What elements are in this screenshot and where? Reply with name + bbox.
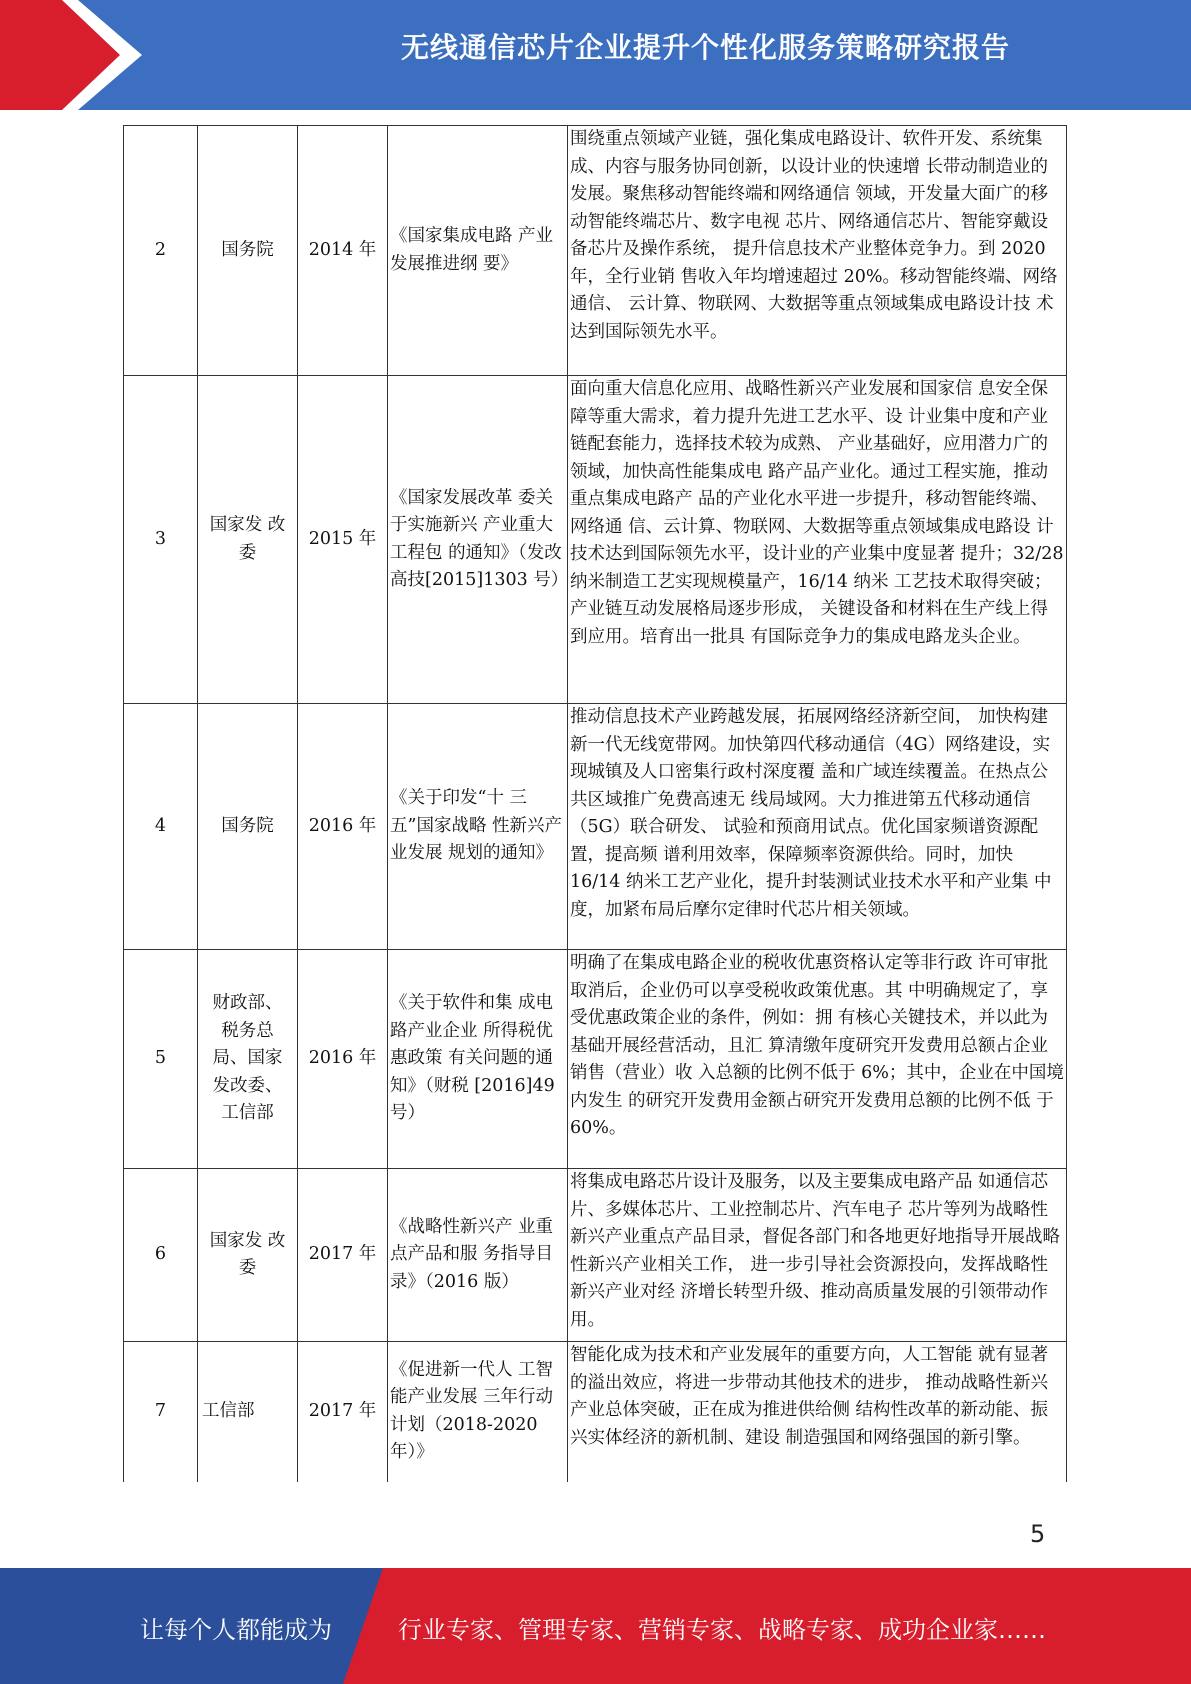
row-department: 工信部 bbox=[198, 1342, 298, 1482]
row-year: 2015 年 bbox=[298, 376, 388, 704]
row-policy-title: 《战略性新兴产 业重点产品和服 务指导目录》（2016 版） bbox=[388, 1169, 568, 1342]
row-year: 2017 年 bbox=[298, 1169, 388, 1342]
row-content: 推动信息技术产业跨越发展，拓展网络经济新空间， 加快构建新一代无线宽带网。加快第四代移动通信（4G）网络建设，实现城镇及人口密集行政村深度覆 盖和广域连续覆盖。在热点公共区域推广免费高速无 线局域网。大力推进第五代移动通信（5G）联合研发、 试验和预商用试点。优化国家频谱资源配置，提高频 谱利用效率，保障频率资源供给。同时，加快 16/14 纳米工艺产业化，提升封装测试业技术水平和产业集 中度，加紧布局后摩尔定律时代芯片相关领域。 bbox=[568, 704, 1067, 950]
page-number: 5 bbox=[1030, 1520, 1046, 1548]
table-row bbox=[124, 1342, 1067, 1482]
row-policy-title: 《国家集成电路 产业发展推进纲 要》 bbox=[388, 126, 568, 376]
red-chevron-logo bbox=[0, 0, 150, 110]
row-content: 智能化成为技术和产业发展年的重要方向，人工智能 就有显著的溢出效应，将进一步带动其他技术的进步， 推动战略性新兴产业总体突破，正在成为推进供给侧 结构性改革的新动能、振兴实体经济的新机制、建设 制造强国和网络强国的新引擎。 bbox=[568, 1342, 1067, 1482]
page-header bbox=[0, 0, 1191, 110]
report-title: 无线通信芯片企业提升个性化服务策略研究报告 bbox=[400, 31, 1010, 64]
row-number: 6 bbox=[124, 1169, 198, 1342]
row-number: 5 bbox=[124, 950, 198, 1169]
row-number: 2 bbox=[124, 126, 198, 376]
row-policy-title: 《关于印发“十 三五”国家战略 性新兴产业发展 规划的通知》 bbox=[388, 704, 568, 950]
table-row bbox=[124, 376, 1067, 704]
row-year: 2016 年 bbox=[298, 704, 388, 950]
row-department: 国家发 改委 bbox=[198, 1169, 298, 1342]
row-year: 2017 年 bbox=[298, 1342, 388, 1482]
row-content: 围绕重点领域产业链，强化集成电路设计、软件开发、系统集成、内容与服务协同创新，以设计业的快速增 长带动制造业的发展。聚焦移动智能终端和网络通信 领域，开发量大面广的移动智能终端芯片、数字电视 芯片、网络通信芯片、智能穿戴设备芯片及操作系统， 提升信息技术产业整体竞争力。到 2020 年，全行业销 售收入年均增速超过 20%。移动智能终端、网络通信、 云计算、物联网、大数据等重点领域集成电路设计技 术达到国际领先水平。 bbox=[568, 126, 1067, 376]
row-department: 财政部、 税务总 局、国家 发改委、 工信部 bbox=[198, 950, 298, 1169]
table-row bbox=[124, 1169, 1067, 1342]
row-policy-title: 《关于软件和集 成电路产业企业 所得税优惠政策 有关问题的通 知》（财税 [2016]49 号） bbox=[388, 950, 568, 1169]
row-department: 国务院 bbox=[198, 704, 298, 950]
table-row bbox=[124, 950, 1067, 1169]
row-policy-title: 《促进新一代人 工智能产业发展 三年行动计划（2018-2020 年）》 bbox=[388, 1342, 568, 1482]
row-department: 国务院 bbox=[198, 126, 298, 376]
table-row bbox=[124, 126, 1067, 376]
row-content: 明确了在集成电路企业的税收优惠资格认定等非行政 许可审批取消后，企业仍可以享受税收政策优惠。其 中明确规定了，享受优惠政策企业的条件，例如：拥 有核心关键技术，并以此为基础开展经营活动，且汇 算清缴年度研究开发费用总额占企业销售（营业）收 入总额的比例不低于 6%；其中，企业在中国境内发生 的研究开发费用金额占研究开发费用总额的比例不低 于 60%。 bbox=[568, 950, 1067, 1169]
row-policy-title: 《国家发展改革 委关于实施新兴 产业重大工程包 的通知》（发改 高技[2015]1303 号） bbox=[388, 376, 568, 704]
row-department: 国家发 改委 bbox=[198, 376, 298, 704]
row-number: 3 bbox=[124, 376, 198, 704]
footer-slogan-right: 行业专家、管理专家、营销专家、战略专家、成功企业家…… bbox=[398, 1616, 1046, 1644]
row-content: 面向重大信息化应用、战略性新兴产业发展和国家信 息安全保障等重大需求，着力提升先进工艺水平、设 计业集中度和产业链配套能力，选择技术较为成熟、 产业基础好，应用潜力广的领域，加快高性能集成电 路产品产业化。通过工程实施，推动重点集成电路产 品的产业化水平进一步提升，移动智能终端、网络通 信、云计算、物联网、大数据等重点领域集成电路设 计技术达到国际领先水平，设计业的产业集中度显著 提升；32/28 纳米制造工艺实现规模量产，16/14 纳米 工艺技术取得突破；产业链互动发展格局逐步形成， 关键设备和材料在生产线上得到应用。培育出一批具 有国际竞争力的集成电路龙头企业。 bbox=[568, 376, 1067, 704]
row-number: 4 bbox=[124, 704, 198, 950]
table-row bbox=[124, 704, 1067, 950]
page-footer bbox=[0, 1568, 1191, 1684]
row-content: 将集成电路芯片设计及服务，以及主要集成电路产品 如通信芯片、多媒体芯片、工业控制芯片、汽车电子 芯片等列为战略性新兴产业重点产品目录，督促各部门和各地更好地指导开展战略性新兴产业相关工作， 进一步引导社会资源投向，发挥战略性新兴产业对经 济增长转型升级、推动高质量发展的引领带动作用。 bbox=[568, 1169, 1067, 1342]
row-year: 2016 年 bbox=[298, 950, 388, 1169]
policy-table bbox=[123, 125, 1067, 1482]
row-year: 2014 年 bbox=[298, 126, 388, 376]
row-number: 7 bbox=[124, 1342, 198, 1482]
footer-slogan-left: 让每个人都能成为 bbox=[140, 1616, 332, 1644]
